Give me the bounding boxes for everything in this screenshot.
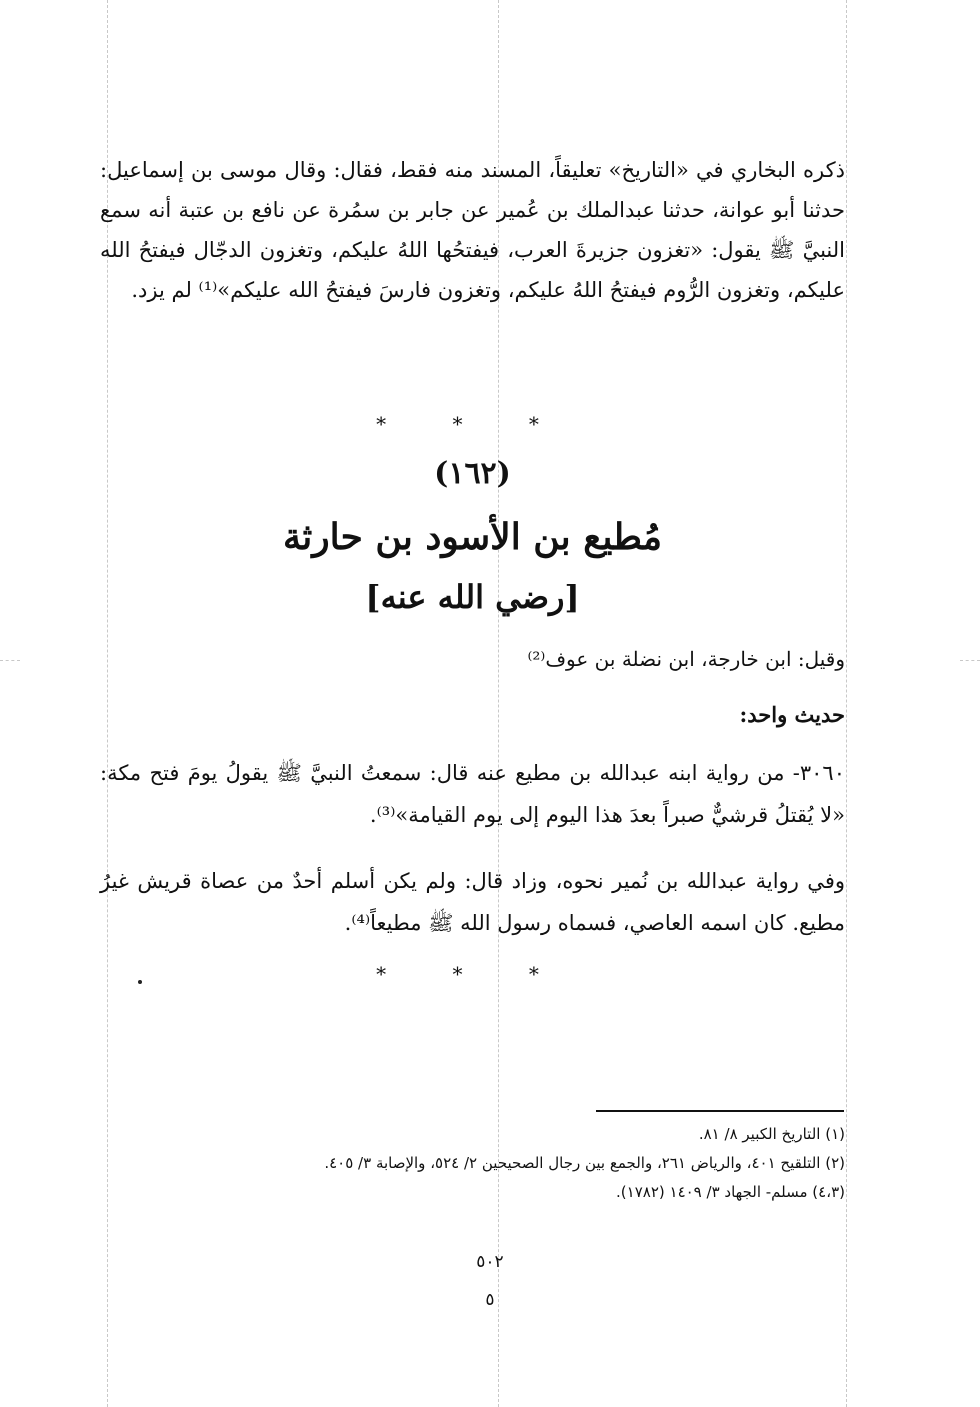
additional-narration: وفي رواية عبدالله بن نُمير نحوه، وزاد قال: ولم يكن أسلم أحدٌ من عصاة قريش غيرُ مطيع. كان اسمه العاصي، فسماه رسول الله ﷺ مطيعاً⁽⁴⁾. xyxy=(100,869,845,935)
entry-title: مُطيع بن الأسود بن حارثة xyxy=(282,516,663,558)
entry-number: (١٦٢) xyxy=(434,456,511,491)
alternate-names: وقيل: ابن خارجة، ابن نضلة بن عوف⁽²⁾ xyxy=(527,647,845,671)
section-separator: * * * xyxy=(376,412,569,436)
page-number: ٥٠٢ xyxy=(476,1252,504,1272)
entry-subtitle: [رضي الله عنه] xyxy=(365,578,580,616)
scan-guide-mark xyxy=(960,660,980,661)
footnote-item: (٢) التلقيح ٤٠١، والرياض ٢٦١، والجمع بين رجال الصحيحين ٢/ ٥٢٤، والإصابة ٣/ ٤٠٥. xyxy=(324,1154,845,1172)
scan-guide-line xyxy=(846,0,847,1407)
end-separator: * * * xyxy=(376,962,569,986)
intro-paragraph: ذكره البخاري في «التاريخ» تعليقاً، المسند منه فقط، فقال: وقال موسى بن إسماعيل: حدثنا أبو عوانة، حدثنا عبدالملك بن عُمير عن جابر بن سمُرة عن نافع بن عتبة أنه سمع النبيَّ ﷺ يقول: «تغزون جزيرةَ العرب، فيفتحُها اللهُ عليكم، وتغزون الدجّال فيفتحُ الله عليكم، وتغزون الرُّوم فيفتحُ اللهُ عليكم، وتغزون فارسَ فيفتحُ الله عليكم»⁽¹⁾ لم يزد. xyxy=(100,158,845,302)
footnote-rule xyxy=(596,1110,844,1112)
scan-guide-mark xyxy=(0,660,20,661)
footnote-item: (١) التاريخ الكبير ٨/ ٨١. xyxy=(698,1125,845,1143)
page-mark: ٥ xyxy=(485,1290,495,1310)
footnote-item: (٤،٣) مسلم- الجهاد ٣/ ١٤٠٩ (١٧٨٢). xyxy=(616,1183,845,1201)
footnotes xyxy=(150,1120,845,1207)
hadith-paragraph: ٣٠٦٠- من رواية ابنه عبدالله بن مطيع عنه قال: سمعتُ النبيَّ ﷺ يقولُ يومَ فتح مكة: «لا يُقتلُ قرشيٌّ صبراً بعدَ هذا اليوم إلى يوم القيامة»⁽³⁾. xyxy=(100,761,845,827)
section-heading: حديث واحد: xyxy=(739,702,845,727)
